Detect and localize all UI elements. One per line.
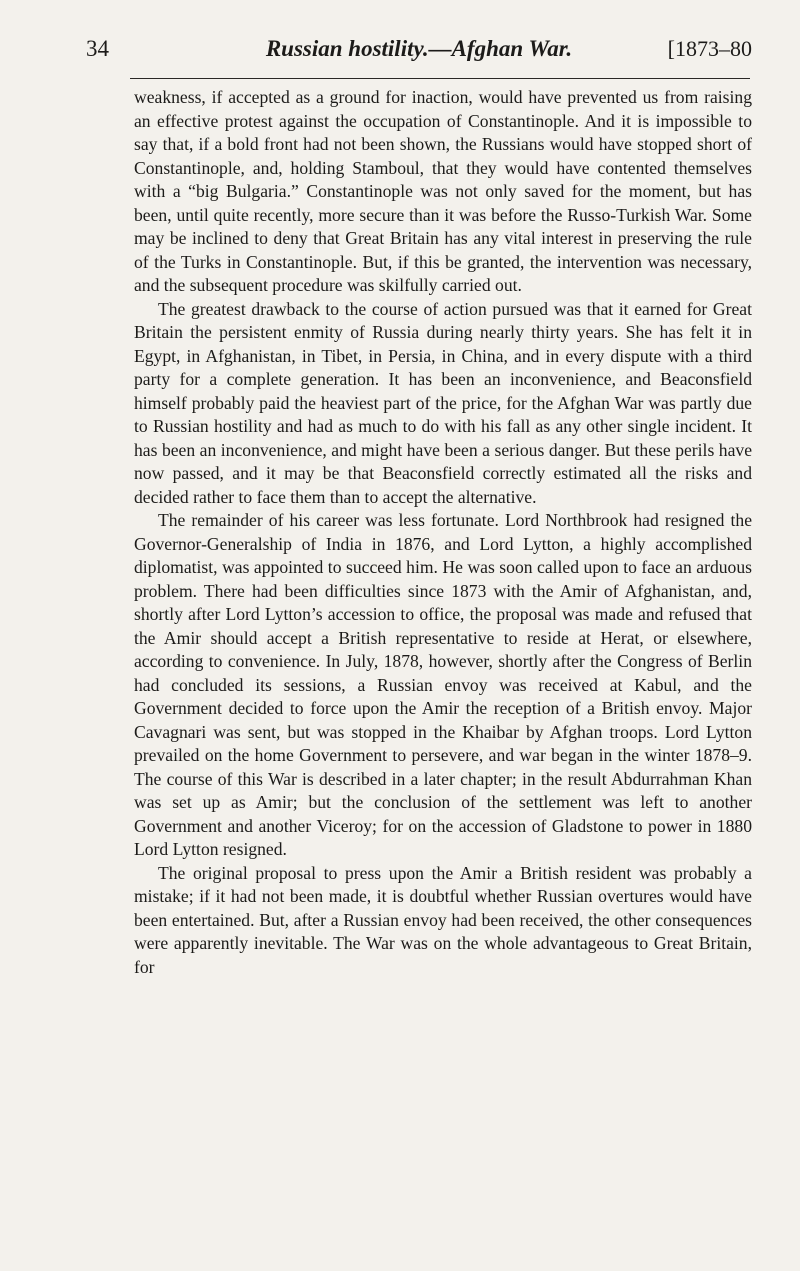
date-range: [1873–80 [667,36,752,61]
paragraph-3: The remainder of his career was less fortunate. Lord Northbrook had resigned the Governor-Generalship of India in 1876, and Lord Lytton, a highly accomplished diplomatist, was appointed to succeed him. He was soon called upon to face an arduous problem. There had been difficulties since 1873 with the Amir of Afghanistan, and, shortly after Lord Lytton’s accession to office, the proposal was made and refused that the Amir should accept a British representative to reside at Herat, or elsewhere, according to convenience. In July, 1878, however, shortly after the Congress of Berlin had concluded its sessions, a Russian envoy was received at Kabul, and the Government decided to force upon the Amir the reception of a British envoy. Major Cavagnari was sent, but was stopped in the Khaibar by Afghan troops. Lord Lytton prevailed on the home Government to persevere, and war began in the winter 1878–9. The course of this War is described in a later chapter; in the result Abdurrahman Khan was set up as Amir; but the conclusion of the settlement was left to another Government and another Viceroy; for on the accession of Gladstone to power in 1880 Lord Lytton resigned. [134,510,752,859]
page-number: 34 [86,36,109,61]
running-head: Russian hostility.—Afghan War. [265,36,573,61]
header-rule [130,78,750,79]
page-header [86,36,752,76]
paragraph-4: The original proposal to press upon the Amir a British resident was probably a mistake; if it had not been made, it is doubtful whether Russian overtures would have been entertained. But, after a Russian envoy had been received, the other consequences were apparently inevitable. The War was on the whole advantageous to Great Britain, for [134,862,752,977]
body-text [134,86,752,979]
paragraph-2: The greatest drawback to the course of action pursued was that it earned for Great Britain the persistent enmity of Russia during nearly thirty years. She has felt it in Egypt, in Afghanistan, in Tibet, in Persia, in China, and in every dispute with a third party for a complete generation. It has been an inconvenience, and Beaconsfield himself probably paid the heaviest part of the price, for the Afghan War was partly due to Russian hostility and had as much to do with his fall as any other single incident. It has been an inconvenience, and might have been a serious danger. But these perils have now passed, and it may be that Beaconsfield correctly estimated all the risks and decided rather to face them than to accept the alternative. [134,298,752,507]
paragraph-1: weakness, if accepted as a ground for inaction, would have prevented us from raising an effective protest against the occupation of Constantinople. And it is impossible to say that, if a bold front had not been shown, the Russians would have stopped short of Constantinople, and, holding Stamboul, that they would have contented themselves with a “big Bulgaria.” Constantinople was not only saved for the moment, but has been, until quite recently, more secure than it was before the Russo-Turkish War. Some may be inclined to deny that Great Britain has any vital interest in preserving the rule of the Turks in Constantinople. But, if this be granted, the intervention was necessary, and the subsequent procedure was skilfully carried out. [134,87,752,295]
